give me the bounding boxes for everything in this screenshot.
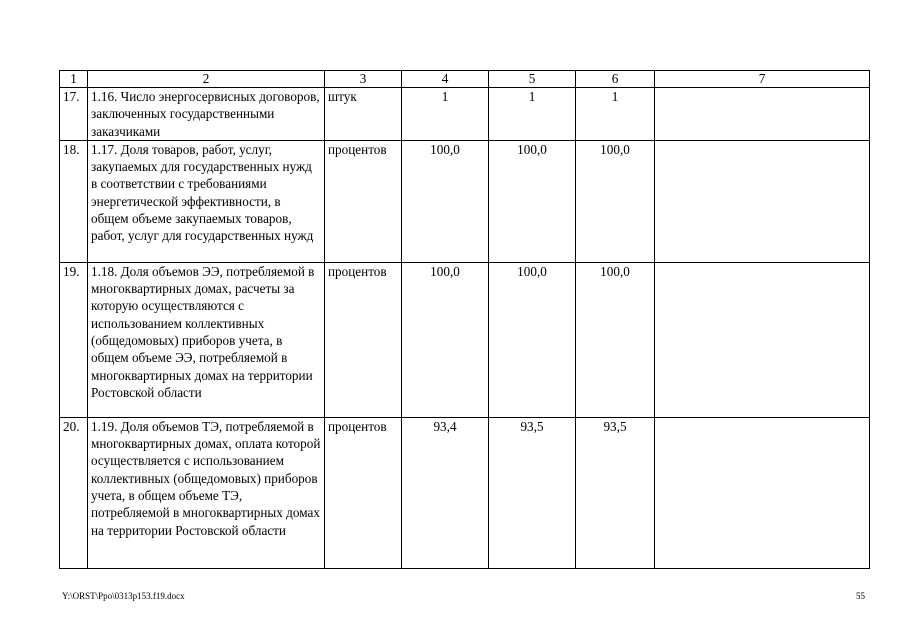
note-cell (655, 88, 870, 141)
note-cell (655, 417, 870, 568)
indicator-name: 1.18. Доля объемов ЭЭ, потребляемой в многоквартирных домах, расчеты за которую осуществляются с использованием коллективных (общедомовых) приборов учета, в общем объеме ЭЭ, потребляемой в многоквартирных домах на территории Ростовской области (88, 262, 325, 417)
header-cell: 5 (489, 71, 576, 88)
table-row (60, 262, 870, 417)
value-cell: 100,0 (489, 262, 576, 417)
table-row (60, 140, 870, 262)
value-cell: 1 (489, 88, 576, 141)
note-cell (655, 140, 870, 262)
unit-cell: процентов (325, 417, 402, 568)
footer-file-path: Y:\ORST\Ppo\0313p153.f19.docx (62, 591, 185, 601)
unit-cell: штук (325, 88, 402, 141)
header-cell: 6 (576, 71, 655, 88)
unit-cell: процентов (325, 140, 402, 262)
value-cell: 1 (402, 88, 489, 141)
row-number: 18. (60, 140, 88, 262)
value-cell: 1 (576, 88, 655, 141)
indicator-name: 1.16. Число энергосервисных договоров, заключенных государственными заказчиками (88, 88, 325, 141)
header-cell: 3 (325, 71, 402, 88)
note-cell (655, 262, 870, 417)
header-cell: 4 (402, 71, 489, 88)
table-row (60, 417, 870, 568)
indicators-table (59, 70, 870, 569)
value-cell: 93,5 (576, 417, 655, 568)
value-cell: 100,0 (402, 140, 489, 262)
value-cell: 100,0 (489, 140, 576, 262)
row-number: 19. (60, 262, 88, 417)
table-header-row (60, 71, 870, 88)
header-cell: 2 (88, 71, 325, 88)
value-cell: 100,0 (402, 262, 489, 417)
unit-cell: процентов (325, 262, 402, 417)
value-cell: 100,0 (576, 262, 655, 417)
header-cell: 7 (655, 71, 870, 88)
value-cell: 100,0 (576, 140, 655, 262)
indicator-name: 1.19. Доля объемов ТЭ, потребляемой в многоквартирных домах, оплата которой осуществляется с использованием коллективных (общедомовых) приборов учета, в общем объеме ТЭ, потребляемой в многоквартирных домах на территории Ростовской области (88, 417, 325, 568)
row-number: 20. (60, 417, 88, 568)
table-row (60, 88, 870, 141)
indicator-name: 1.17. Доля товаров, работ, услуг, закупаемых для государственных нужд в соответствии с требованиями энергетической эффективности, в общем объеме закупаемых товаров, работ, услуг для государственных нужд (88, 140, 325, 262)
row-number: 17. (60, 88, 88, 141)
value-cell: 93,4 (402, 417, 489, 568)
header-cell: 1 (60, 71, 88, 88)
footer-page-number: 55 (856, 591, 865, 601)
value-cell: 93,5 (489, 417, 576, 568)
